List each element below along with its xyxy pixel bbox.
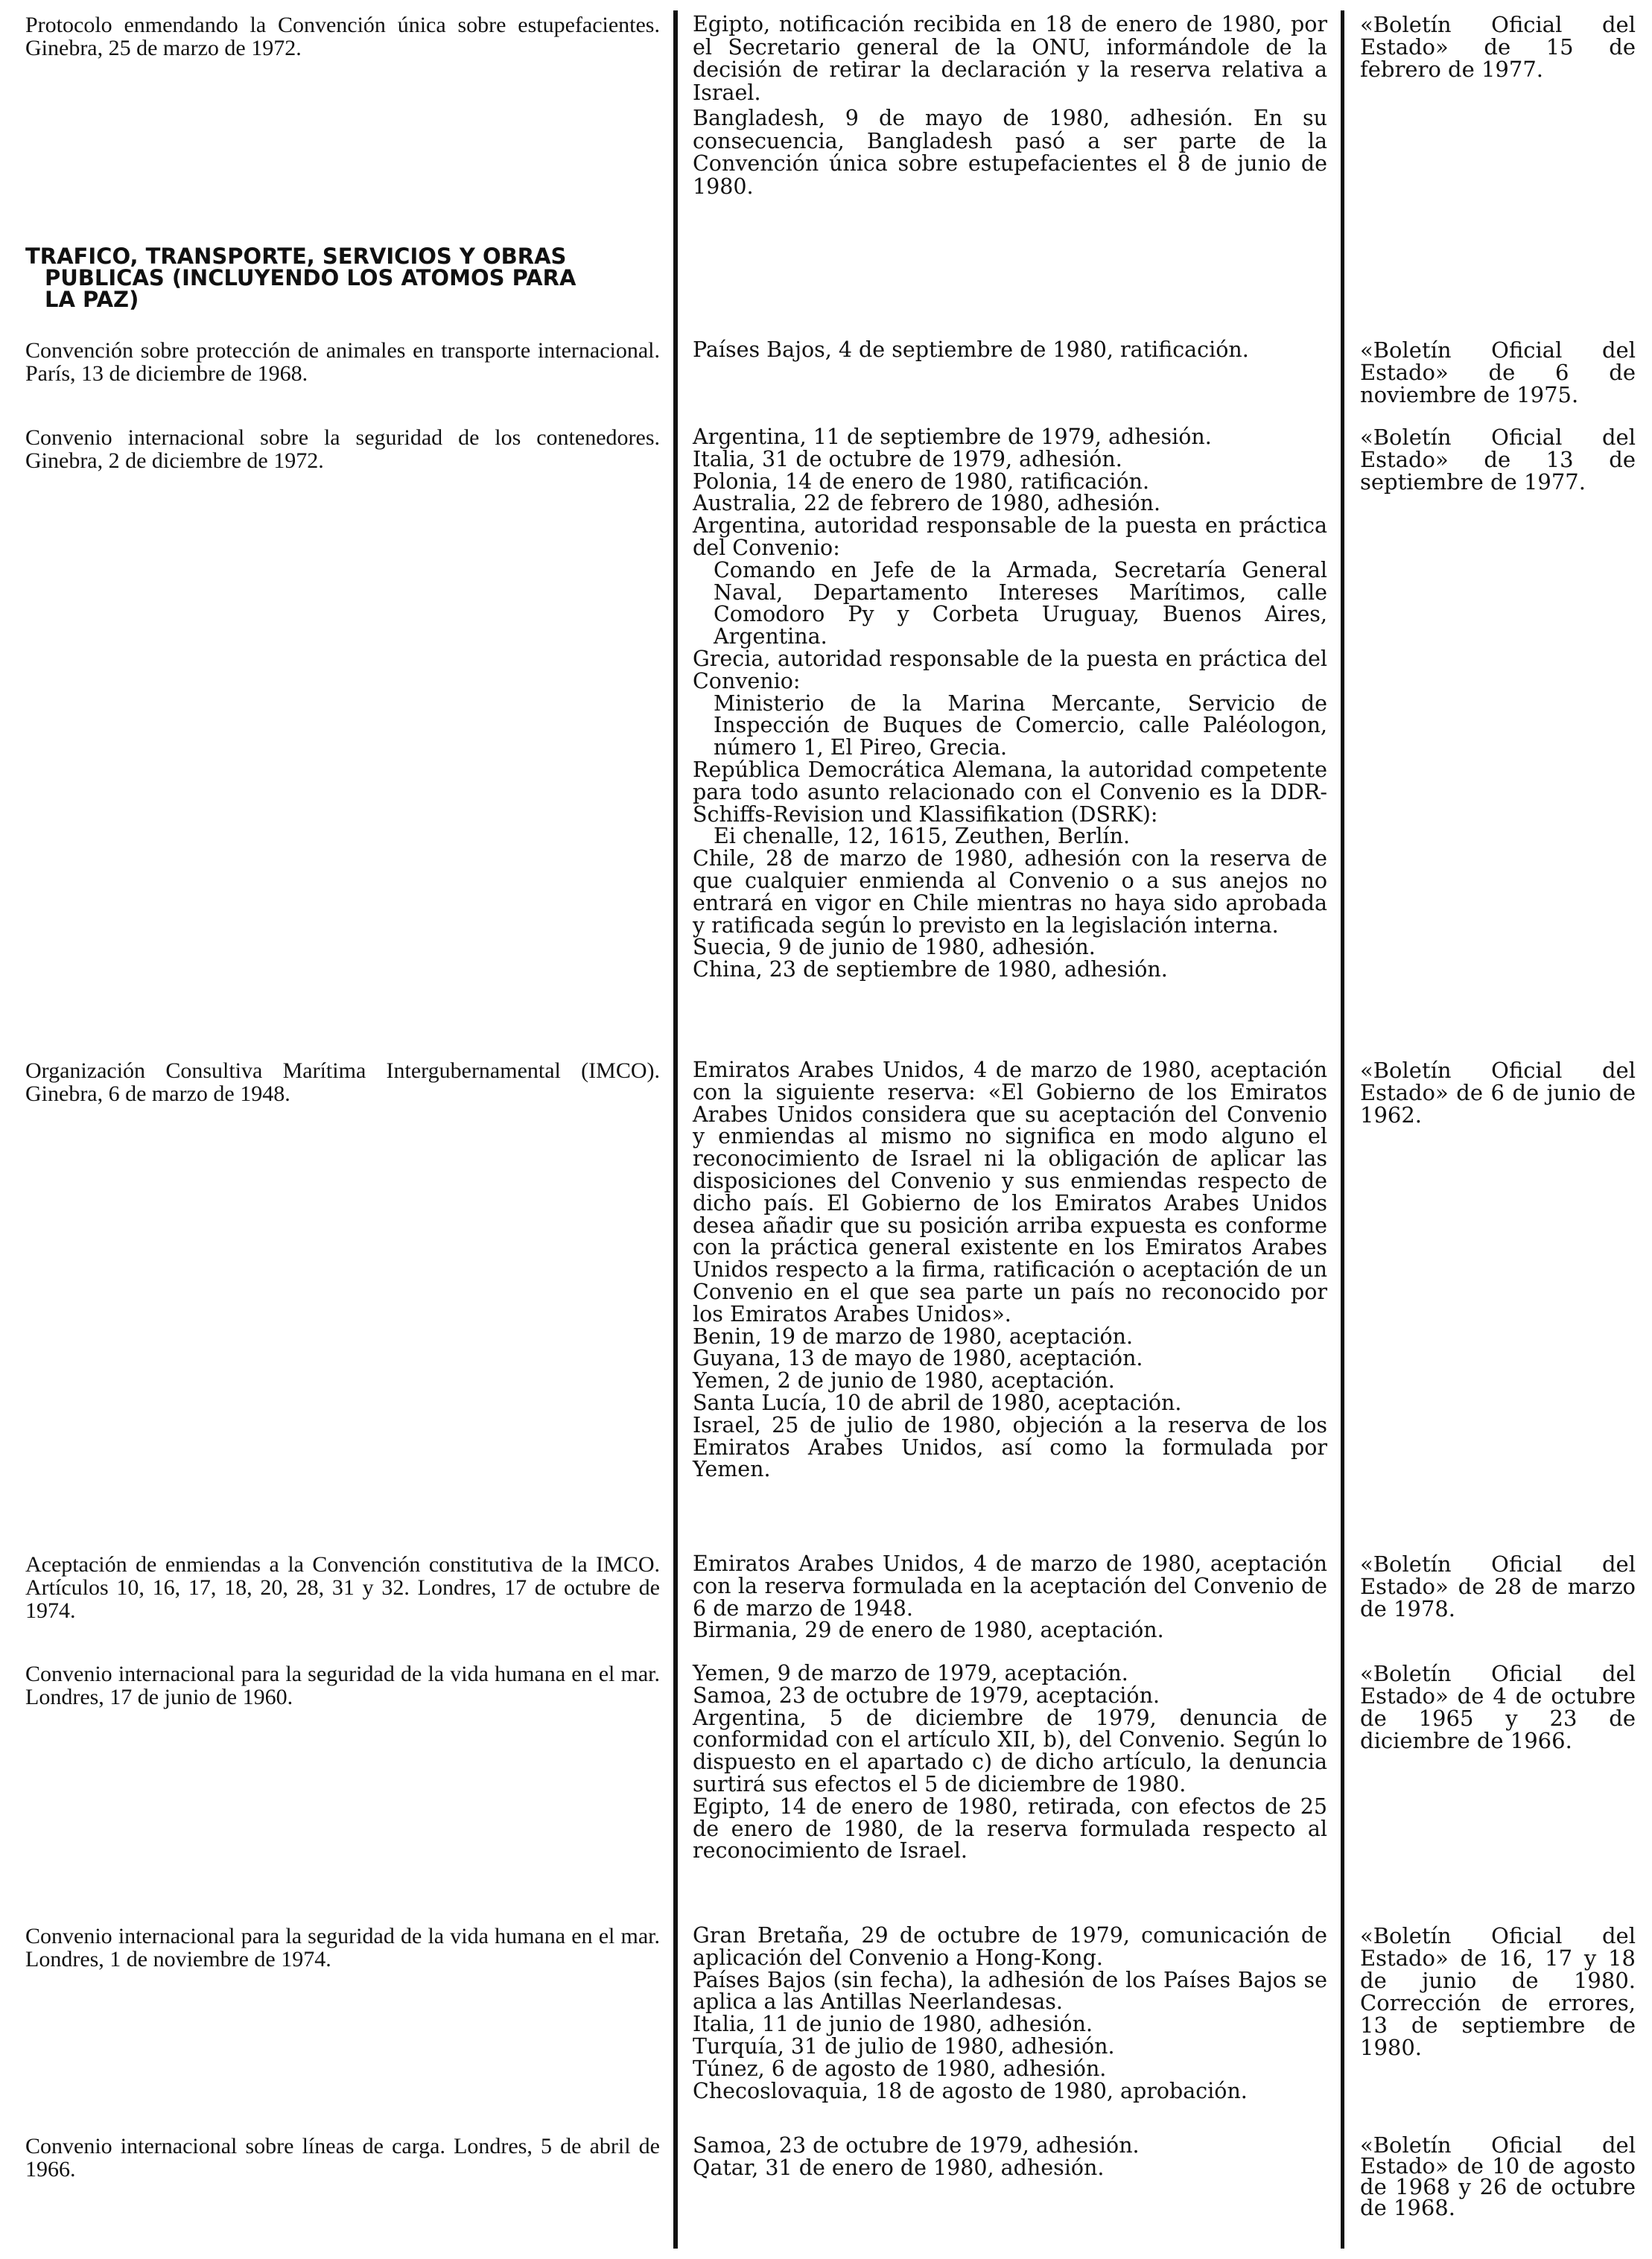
treaty-title bbox=[25, 13, 660, 60]
action-entry: Yemen, 2 de junio de 1980, aceptación. bbox=[693, 1368, 1115, 1394]
actions-list bbox=[693, 1662, 1327, 1862]
reference bbox=[1360, 426, 1636, 493]
action-entry: Gran Bretaña, 29 de octubre de 1979, comunicación de aplicación del Convenio a Hong-Kong. bbox=[693, 1923, 1327, 1970]
action-entry: República Democrática Alemana, la autoridad competente para todo asunto relacionado con el Convenio es la DDR-Schiffs-Revision und Klassifikation (DSRK): bbox=[693, 757, 1327, 827]
treaty-title bbox=[25, 1925, 660, 1971]
reference bbox=[1360, 13, 1636, 80]
action-entry: Argentina, autoridad responsable de la puesta en práctica del Convenio: bbox=[693, 513, 1327, 560]
action-entry: Chile, 28 de marzo de 1980, adhesión con la reserva de que cualquier enmienda al Convenio o a sus anejos no entrará en vigor en Chile mientras no haya sido aprobada y ratificada según lo previsto en la legislación interna. bbox=[693, 846, 1327, 938]
reference-text: «Boletín Oficial del Estado» de 28 de marzo de 1978. bbox=[1360, 1551, 1636, 1621]
column-rule-left bbox=[673, 10, 678, 2249]
action-entry: Samoa, 23 de octubre de 1979, aceptación. bbox=[693, 1683, 1160, 1708]
treaty-text: Protocolo enmendando la Convención única sobre estupefacientes. Ginebra, 25 de marzo de 1972. bbox=[25, 13, 660, 60]
action-entry: Argentina, 11 de septiembre de 1979, adhesión. bbox=[693, 425, 1212, 449]
actions-list bbox=[693, 1925, 1327, 2102]
heading-line: LA PAZ) bbox=[45, 287, 139, 312]
action-entry: Benin, 19 de marzo de 1980, aceptación. bbox=[693, 1324, 1134, 1349]
actions-list bbox=[693, 339, 1327, 365]
actions-list bbox=[693, 13, 1327, 201]
reference-text: «Boletín Oficial del Estado» de 6 de junio de 1962. bbox=[1360, 1058, 1636, 1128]
treaty-title bbox=[25, 426, 660, 472]
action-entry: Ministerio de la Marina Mercante, Servicio de Inspección de Buques de Comercio, calle Paléologon, número 1, El Pireo, Grecia. bbox=[714, 690, 1327, 760]
action-entry: Túnez, 6 de agosto de 1980, adhesión. bbox=[693, 2056, 1107, 2081]
column-rule-right bbox=[1341, 10, 1344, 2249]
section-heading bbox=[25, 246, 660, 311]
action-entry: Comando en Jefe de la Armada, Secretaría General Naval, Departamento Intereses Marítimos, calle Comodoro Py y Corbeta Uruguay, Buenos Aires, Argentina. bbox=[714, 557, 1327, 649]
reference bbox=[1360, 1059, 1636, 1126]
actions-list bbox=[693, 1059, 1327, 1481]
action-entry: Suecia, 9 de junio de 1980, adhesión. bbox=[693, 935, 1096, 960]
action-entry: Egipto, notificación recibida en 18 de enero de 1980, por el Secretario general de la ONU, informándole de la decisión de retirar la declaración y la reserva relativa a Israel. bbox=[693, 12, 1327, 105]
treaty-text: Convención sobre protección de animales en transporte internacional. París, 13 de diciembre de 1968. bbox=[25, 338, 660, 386]
action-entry: Ei chenalle, 12, 1615, Zeuthen, Berlín. bbox=[714, 824, 1131, 849]
reference-text: «Boletín Oficial del Estado» de 16, 17 y 18 de junio de 1980. Corrección de errores, 13 de septiembre de 1980. bbox=[1360, 1923, 1636, 2060]
treaty-title bbox=[25, 1662, 660, 1709]
reference bbox=[1360, 2132, 1636, 2220]
action-entry: Bangladesh, 9 de mayo de 1980, adhesión. En su consecuencia, Bangladesh pasó a ser parte de la Convención única sobre estupefacientes el 8 de junio de 1980. bbox=[693, 106, 1327, 199]
reference bbox=[1360, 1925, 1636, 2059]
reference bbox=[1360, 339, 1636, 406]
action-entry: Australia, 22 de febrero de 1980, adhesión. bbox=[693, 491, 1161, 516]
action-entry: China, 23 de septiembre de 1980, adhesión. bbox=[693, 957, 1168, 982]
action-entry: Israel, 25 de julio de 1980, objeción a la reserva de los Emiratos Arabes Unidos, así como la formulada por Yemen. bbox=[693, 1412, 1327, 1482]
treaty-text: Convenio internacional para la seguridad de la vida humana en el mar. Londres, 1 de noviembre de 1974. bbox=[25, 1924, 660, 1972]
action-entry: Birmania, 29 de enero de 1980, aceptación. bbox=[693, 1618, 1164, 1643]
action-entry: Santa Lucía, 10 de abril de 1980, aceptación. bbox=[693, 1390, 1182, 1415]
treaty-text: Aceptación de enmiendas a la Convención constitutiva de la IMCO. Artículos 10, 16, 17, 18, 20, 28, 31 y 32. Londres, 17 de octubre de 1974. bbox=[25, 1552, 660, 1623]
treaty-text: Convenio internacional sobre la seguridad de los contenedores. Ginebra, 2 de diciembre de 1972. bbox=[25, 425, 660, 473]
action-entry: Grecia, autoridad responsable de la puesta en práctica del Convenio: bbox=[693, 646, 1327, 693]
action-entry: Yemen, 9 de marzo de 1979, aceptación. bbox=[693, 1661, 1128, 1685]
reference bbox=[1360, 1662, 1636, 1752]
action-entry: Guyana, 13 de mayo de 1980, aceptación. bbox=[693, 1346, 1143, 1371]
reference-text: «Boletín Oficial del Estado» de 4 de octubre de 1965 y 23 de diciembre de 1966. bbox=[1360, 1661, 1636, 1753]
treaty-text: Convenio internacional sobre líneas de carga. Londres, 5 de abril de 1966. bbox=[25, 2134, 660, 2182]
action-entry: Argentina, 5 de diciembre de 1979, denuncia de conformidad con el artículo XII, b), del Convenio. Según lo dispuesto en el apartado c) de dicho artículo, la denuncia surtirá sus efectos el 5 de diciembre de 1980. bbox=[693, 1705, 1327, 1796]
action-entry: Italia, 31 de octubre de 1979, adhesión. bbox=[693, 446, 1122, 471]
treaty-text: Organización Consultiva Marítima Intergubernamental (IMCO). Ginebra, 6 de marzo de 1948. bbox=[25, 1058, 660, 1106]
reference-text: «Boletín Oficial del Estado» de 13 de septiembre de 1977. bbox=[1360, 425, 1636, 495]
treaty-text: Convenio internacional para la seguridad de la vida humana en el mar. Londres, 17 de junio de 1960. bbox=[25, 1662, 660, 1709]
action-entry: Países Bajos (sin fecha), la adhesión de los Países Bajos se aplica a las Antillas Neerlandesas. bbox=[693, 1967, 1327, 2015]
action-entry: Egipto, 14 de enero de 1980, retirada, con efectos de 25 de enero de 1980, de la reserva formulada respecto al reconocimiento de Israel. bbox=[693, 1793, 1327, 1864]
treaty-title bbox=[25, 1059, 660, 1105]
reference-text: «Boletín Oficial del Estado» de 15 de febrero de 1977. bbox=[1360, 12, 1636, 82]
action-entry: Turquía, 31 de julio de 1980, adhesión. bbox=[693, 2033, 1115, 2059]
action-entry: Samoa, 23 de octubre de 1979, adhesión. bbox=[693, 2133, 1140, 2158]
action-entry: Emiratos Arabes Unidos, 4 de marzo de 1980, aceptación con la reserva formulada en la aceptación del Convenio de 6 de marzo de 1948. bbox=[693, 1551, 1327, 1621]
heading-line: PUBLICAS (INCLUYENDO LOS ATOMOS PARA bbox=[45, 265, 576, 290]
actions-list bbox=[693, 2135, 1327, 2179]
heading-line: TRAFICO, TRANSPORTE, SERVICIOS Y OBRAS bbox=[25, 244, 567, 269]
action-entry: Países Bajos, 4 de septiembre de 1980, ratificación. bbox=[693, 337, 1249, 362]
reference-text: «Boletín Oficial del Estado» de 10 de agosto de 1968 y 26 de octubre de 1968. bbox=[1360, 2132, 1636, 2220]
action-entry: Checoslovaquia, 18 de agosto de 1980, aprobación. bbox=[693, 2078, 1248, 2103]
treaty-title bbox=[25, 339, 660, 385]
action-entry: Italia, 11 de junio de 1980, adhesión. bbox=[693, 2012, 1093, 2037]
treaty-title bbox=[25, 2135, 660, 2181]
reference bbox=[1360, 1553, 1636, 1620]
actions-list bbox=[693, 426, 1327, 981]
actions-list bbox=[693, 1553, 1327, 1642]
action-entry: Qatar, 31 de enero de 1980, adhesión. bbox=[693, 2155, 1105, 2180]
treaty-title bbox=[25, 1553, 660, 1622]
reference-text: «Boletín Oficial del Estado» de 6 de noviembre de 1975. bbox=[1360, 337, 1636, 407]
action-entry: Emiratos Arabes Unidos, 4 de marzo de 1980, aceptación con la siguiente reserva: «El Gobierno de los Emiratos Arabes Unidos considera que su aceptación del Convenio y enmiendas al mismo no significa en modo alguno el reconocimiento de Israel ni la obligación de aplicar las disposiciones del Convenio y sus enmiendas respecto de dicho país. El Gobierno de los Emiratos Arabes Unidos desea añadir que su posición arriba expuesta es conforme con la práctica general existente en los Emiratos Arabes Unidos respecto a la firma, ratificación o aceptación de un Convenio en el que sea parte un país no reconocido por los Emiratos Arabes Unidos». bbox=[693, 1058, 1327, 1327]
action-entry: Polonia, 14 de enero de 1980, ratificación. bbox=[693, 468, 1150, 494]
